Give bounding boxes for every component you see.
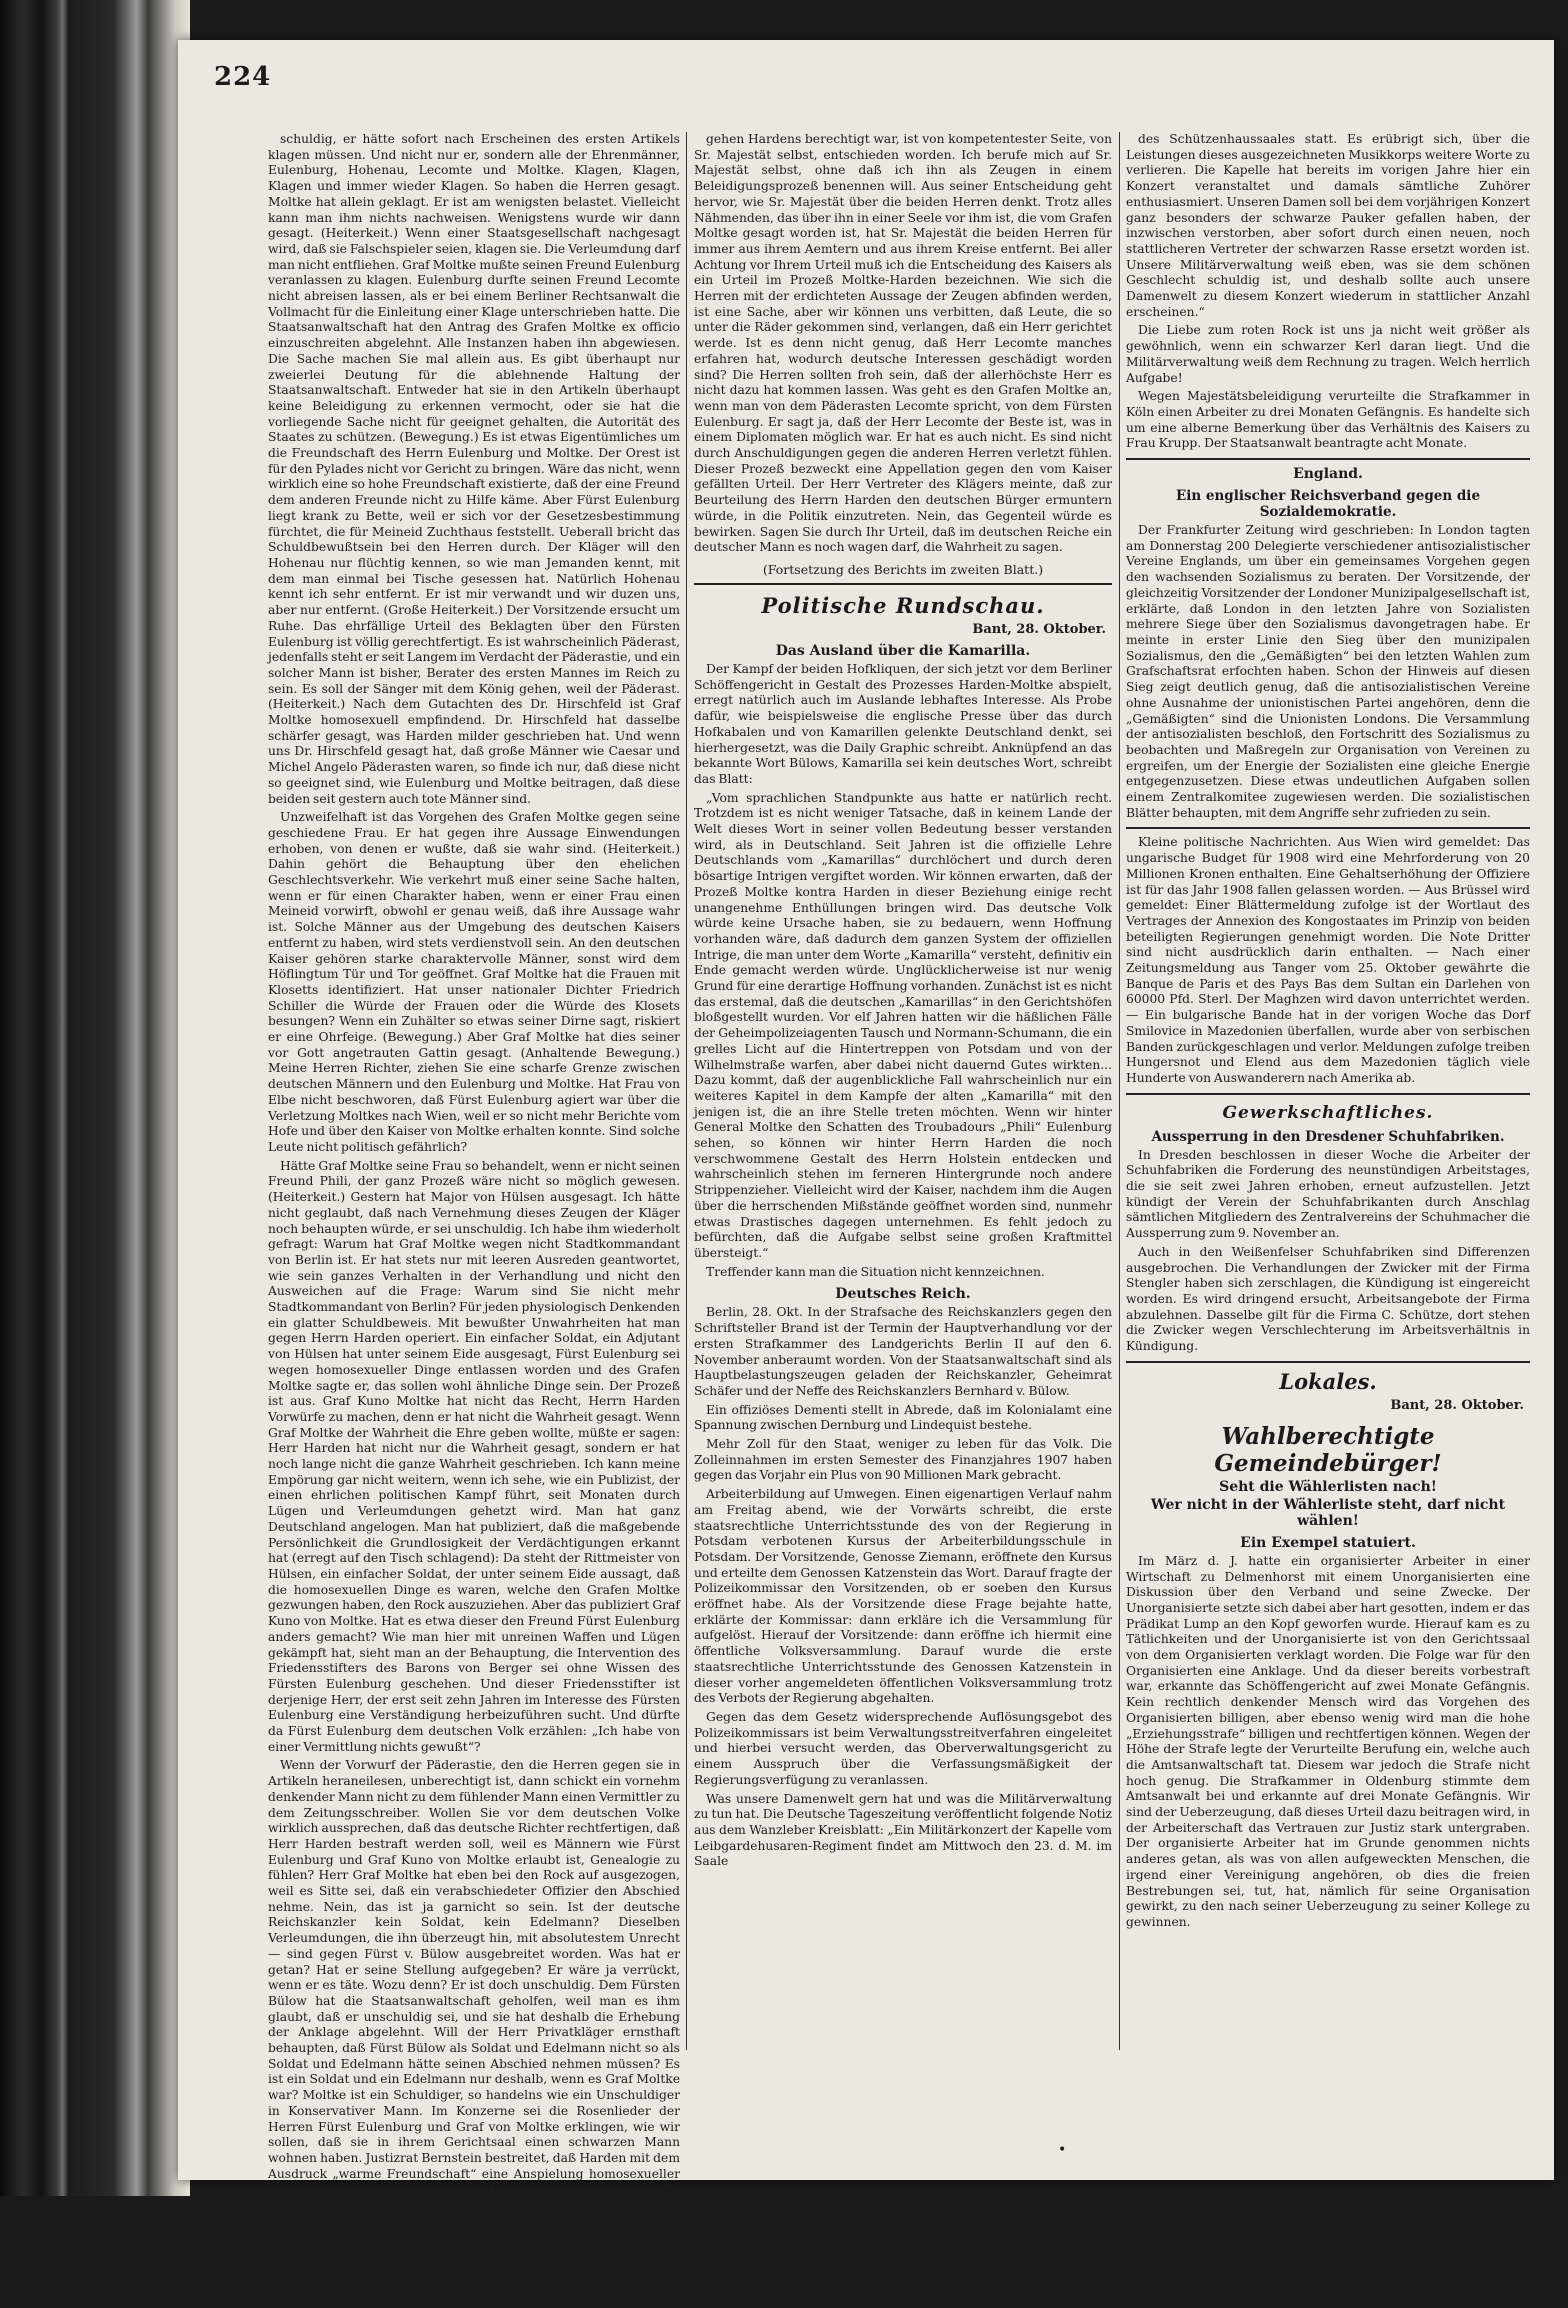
exempel-heading: Ein Exempel statuiert. (1240, 1534, 1416, 1551)
rundschau-heading: Politische Rundschau. (761, 592, 1045, 618)
gewerk-paragraph: Auch in den Weißenfelser Schuhfabriken sind Differenzen ausgebrochen. Die Verhandlungen der Zwicker mit der Firma Stengler haben sich zerschlagen, die Kündigung ist eingereicht worden. Es wird dringend ersucht, Arbeitsangebote der Firma abzulehnen. Dasselbe gilt für die Firma C. Schütze, dort stehen die Zwicker wegen Verschlechterung im Arbeitsverhältnis in Kündigung. (1126, 1244, 1530, 1354)
book-binding (0, 0, 190, 2196)
newspaper-page (178, 40, 1554, 2307)
page-number: 224 (214, 62, 272, 92)
reich-paragraph: Arbeiterbildung auf Umwegen. Einen eigenartigen Verlauf nahm am Freitag abend, wie der Vorwärts schreibt, die erste staatsrechtliche Unterrichtsstunde des von der Regierung in Potsdam verbotenen Kursus der Arbeiterbildungsschule in Potsdam. Der Vorsitzende, Genosse Ziemann, eröffnete den Kursus und erteilte dem Genossen Katzenstein das Wort. Darauf fragte der Polizeikommissar den Vorsitzenden, ob er soeben den Kursus eröffnet habe. Als der Vorsitzende diese Frage bejahte hatte, erklärte der Kommissar: dann erkläre ich die Versammlung für aufgelöst. Hierauf der Vorsitzende: dann eröffne ich hiermit eine öffentliche Volksversammlung. Darauf wurde die erste staatsrechtliche Unterrichtsstunde des Genossen Katzenstein in dieser vorher angemeldeten öffentlichen Volksversammlung trotz des Verbots der Regierung abgehalten. (694, 1487, 1112, 1706)
col3-paragraph: des Schützenhaussaales statt. Es erübrigt sich, über die Leistungen dieses ausgezeichneten Musikkorps weitere Worte zu verlieren. Die Kapelle hat bereits im vorigen Jahre hier ein Konzert veranstaltet und damals sämtliche Zuhörer enthusiasmiert. Unseren Damen soll bei dem vorjährigen Konzert ganz besonders der schwarze Pauker gefallen haben, der inzwischen verstorben, aber sofort durch einen neuen, noch stattlicheren Vertreter der schwarzen Rasse ersetzt worden ist. Unsere Militärverwaltung weiß eben, was sie dem schönen Geschlecht schuldig ist, und deshalb sollte auch unsere Damenwelt zu diesem Konzert wiederum in stattlicher Anzahl erscheinen.“ (1126, 132, 1530, 319)
gewerk-heading: Gewerkschaftliches. (1222, 1102, 1434, 1123)
lokales-dateline: Bant, 28. Oktober. (1390, 1397, 1524, 1413)
column-rule-1 (686, 132, 687, 2050)
col1-paragraph: Unzweifelhaft ist das Vorgehen des Grafen Moltke gegen seine geschiedene Frau. Er hat gegen ihre Aussage Einwendungen erhoben, von denen er wußte, daß sie wahr sind. (Heiterkeit.) Dahin gehört die Behauptung über den ehelichen Geschlechtsverkehr. Wie verkehrt muß einer seine Sache halten, wenn er für einen Charakter haben, wenn er einer Frau einen Meineid vorwirft, obwohl er genau weiß, daß ihre Aussage wahr ist. Solche Männer aus der Umgebung des deutschen Kaisers entfernt zu haben, wird stets verdienstvoll sein. An den deutschen Kaiser gehören starke charaktervolle Männer, sonst wird dem Höflingtum Tür und Tor geöffnet. Graf Moltke hat die Frauen mit Klosetts identifiziert. Hat unser nationaler Dichter Friedrich Schiller die Würde der Frauen oder die Würde des Klosets besungen? Wenn ein Zuhälter so etwas seiner Dirne sagt, riskiert er eine Ohrfeige. (Bewegung.) Aber Graf Moltke hat dies seiner vor Gott angetrauten Gattin gesagt. (Anhaltende Bewegung.) Meine Herren Richter, ziehen Sie eine scharfe Grenze zwischen deutschen Männern und den Eulenburg und Moltke. Hat Frau von Elbe nicht beschworen, daß Fürst Eulenburg agiert war über die Verletzung Moltkes nach Wien, weil er so nicht mehr Berichte vom Hofe und über den Kaiser von Moltke erhalten konnte. Sind solche Leute nicht politisch gefährlich? (268, 810, 680, 1154)
kleine-nachrichten: Kleine politische Nachrichten. Aus Wien wird gemeldet: Das ungarische Budget für 1908 wird eine Mehrforderung von 20 Millionen Kronen enthalten. Eine Gehaltserhöhung der Offiziere ist für das Jahr 1908 fallen gelassen worden. — Aus Brüssel wird gemeldet: Einer Blättermeldung zufolge ist der Wortlaut des Vertrages der Annexion des Kongostaates im Prinzip von beiden beteiligten Regierungen genehmigt worden. Die Note Dritter sind nicht ausdrücklich darin enthalten. — Nach einer Zeitungsmeldung aus Tanger vom 25. Oktober gewährte die Banque de Paris et des Pays Bas dem Sultan ein Darlehen von 60000 Pfd. Sterl. Der Maghzen wird davon unterrichtet werden. — Ein bulgarische Bande hat in der vorigen Woche das Dorf Smilovice in Mazedonien überfallen, wurde aber von serbischen Banden zurückgeschlagen und verlor. Meldungen zufolge treiben Hungersnot und Elend aus dem Mazedonien täglich viele Hunderte von Auswanderern nach Amerika ab. (1126, 835, 1530, 1085)
column-1 (268, 132, 680, 2307)
reich-paragraph: Was unsere Damenwelt gern hat und was die Militärverwaltung zu tun hat. Die Deutsche Tageszeitung veröffentlicht folgende Notiz aus dem Wanzleber Kreisblatt: „Ein Militärkonzert der Kapelle vom Leibgardehusaren-Regiment findet am Mittwoch den 23. d. M. im Saale (694, 1791, 1112, 1869)
column-rule-2 (1119, 132, 1120, 2050)
section-divider (1126, 1093, 1530, 1095)
wahl-subline-1: Seht die Wählerlisten nach! (1219, 1478, 1437, 1495)
section-divider (1126, 1361, 1530, 1363)
reich-paragraph: Berlin, 28. Okt. In der Strafsache des Reichskanzlers gegen den Schriftsteller Brand ist der Termin der Hauptverhandlung vor der ersten Strafkammer des Landgerichts Berlin II auf den 6. November anberaumt worden. Von der Staatsanwaltschaft sind als Hauptbelastungszeugen geladen der Reichskanzler, Geheimrat Schäfer und der Neffe des Reichskanzlers Bernhard v. Bülow. (694, 1305, 1112, 1398)
section-divider (1126, 827, 1530, 829)
wahl-headline: Wahlberechtigte Gemeindebürger! (1214, 1422, 1442, 1477)
reich-paragraph: Mehr Zoll für den Staat, weniger zu leben für das Volk. Die Zolleinnahmen im ersten Semester des Finanzjahres 1907 haben gegen das Vorjahr ein Plus von 90 Millionen Mark gebracht. (694, 1437, 1112, 1483)
england-subheading: Ein englischer Reichsverband gegen die Sozialdemokratie. (1175, 488, 1481, 521)
gewerk-subheading: Aussperrung in den Dresdener Schuhfabriken. (1151, 1128, 1505, 1145)
ausland-paragraph: „Vom sprachlichen Standpunkte aus hatte er natürlich recht. Trotzdem ist es nicht weniger Tatsache, daß in keinem Lande der Welt dieses Wort in seiner vollen Bedeutung besser verstanden wird, als in Deutschland. Seit Jahren ist die offizielle Lehre Deutschlands vom „Kamarillas“ durchlöchert und durch deren bösartige Intrigen vergiftet worden. Wir können erwarten, daß der Prozeß Moltke kontra Harden in dieser Beziehung einige recht unangenehme Enthüllungen bringen wird. Das deutsche Volk würde keine Ursache haben, sie zu bedauern, wenn Hoffnung vorhanden wäre, daß dadurch dem ganzen System der offiziellen Intrige, die man unter dem Worte „Kamarilla“ versteht, definitiv ein Ende gemacht werden würde. Unglücklicherweise ist nur wenig Grund für eine derartige Hoffnung vorhanden. Zunächst ist es nicht das erstemal, daß die deutschen „Kamarillas“ in den Gerichtshöfen bloßgestellt wurden. Vor elf Jahren hatten wir die häßlichen Fälle der Geheimpolizeiagenten Tausch und Normann-Schumann, die ein grelles Licht auf die Hintertreppen von Potsdam und von der Wilhelmstraße warfen, aber dabei nicht dauernd Gutes wirkten... Dazu kommt, daß der augenblickliche Fall wahrscheinlich nur ein weiteres Kapitel in dem Kampfe der alten „Kamarilla“ mit den jenigen ist, die an ihre Stelle treten möchten. Wenn wir hinter General Moltke den Schatten des Troubadours „Phili“ Eulenburg sehen, so können wir hinter Herrn Harden die noch verschwommene Gestalt des Herrn Holstein entdecken und wahrscheinlich stehen im ferneren Hintergrunde noch andere Strippenzieher. Vielleicht wird der Kaiser, nachdem ihm die Augen über die herrschenden Mißstände geöffnet worden sind, nunmehr etwas Drastisches dagegen unternehmen. Es fehlt jedoch zu befürchten, daß die Aufgabe selbst seine großen Kraftmittel übersteigt.“ (694, 790, 1112, 1260)
gewerk-paragraph: In Dresden beschlossen in dieser Woche die Arbeiter der Schuhfabriken die Forderung des neunstündigen Arbeitstages, die sie seit zwei Jahren erhoben, erneut aufzustellen. Jetzt kündigt der Verein der Schuhfabrikanten durch Anschlag sämtlichen Mitgliedern des Zentralvereins der Schuhmacher die Aussperrung zum 9. November an. (1126, 1147, 1530, 1241)
ausland-paragraph: Treffender kann man die Situation nicht kennzeichnen. (706, 1264, 1045, 1279)
reich-heading: Deutsches Reich. (835, 1286, 971, 1303)
reich-paragraph: Ein offiziöses Dementi stellt in Abrede, daß im Kolonialamt eine Spannung zwischen Dernburg und Lindequist bestehe. (694, 1402, 1112, 1433)
ausland-paragraph: Der Kampf der beiden Hofkliquen, der sich jetzt vor dem Berliner Schöffengericht in Gestalt des Prozesses Harden-Moltke abspielt, erregt natürlich auch im Auslande lebhaftes Interesse. Als Probe dafür, wie beispielsweise die englische Presse über das durch Hofkabalen und von Kamarillen gelenkte Deutschland denkt, sei hierhergesetzt, was die Daily Graphic schreibt. Anknüpfend an das bekannte Wort Bülows, Kamarilla sei kein deutsches Wort, schreibt das Blatt: (694, 661, 1112, 786)
continued-note: (Fortsetzung des Berichts im zweiten Blatt.) (762, 561, 1044, 577)
ausland-heading: Das Ausland über die Kamarilla. (775, 642, 1031, 659)
wahl-subline-2: Wer nicht in der Wählerliste steht, darf nicht wählen! (1150, 1496, 1506, 1529)
col2-intro: gehen Hardens berechtigt war, ist von kompetentester Seite, von Sr. Majestät selbst, entschieden worden. Ich berufe mich auf Sr. Majestät selbst, ohne daß ich ihn als Zeugen in einem Beleidigungsprozeß benennen will. Aus seiner Entscheidung geht hervor, wie Sr. Majestät über die beiden Herren denkt. Trotz alles Nähmenden, das über ihn in einer Seele vor ihm ist, die vom Grafen Moltke gesagt worden ist, hat Sr. Majestät die beiden Herren für immer aus ihrem Aemtern und aus ihrem Kreise entfernt. Bei aller Achtung vor Ihrem Urteil muß ich die Entscheidung des Kaisers als ein Urteil im Prozeß Moltke-Harden bezeichnen. Wie sich die Herren mit der erdichteten Aussage der Zeugen abfinden werden, ist eine Sache, aber wir können uns verbitten, daß Leute, die so unter die Räder gekommen sind, verlangen, daß ein Herr gerichtet werde. Ist es denn nicht genug, daß Herr Lecomte manches erfahren hat, wodurch deutsche Interessen geschädigt worden sind? Die Herren sollten froh sein, daß der allerhöchste Herr es nicht dazu hat kommen lassen. Was geht es den Grafen Moltke an, wenn man von dem Päderasten Lecomte spricht, von dem Fürsten Eulenburg. Er sagt ja, daß der Herr Lecomte der Beste ist, was in einem Diplomaten möglich war. Er hat es auch nicht. Es sind nicht durch Anschuldigungen gegen die anderen Herren verletzt fühlen. Dieser Prozeß bezweckt eine Appellation gegen den vom Kaiser gefällten Urteil. Der Herr Vertreter des Klägers meinte, daß zur Beurteilung des Herrn Harden den deutschen Bürger ermuntern würde, in die Politik einzutreten. Nein, das Gegenteil würde es bewirken. Sagen Sie durch Ihr Urteil, daß im deutschen Reiche ein deutscher Mann es noch wagen darf, die Wahrheit zu sagen. (694, 132, 1112, 555)
col3-paragraph: Wegen Majestätsbeleidigung verurteilte die Strafkammer in Köln einen Arbeiter zu drei Monaten Gefängnis. Es handelte sich um eine alberne Bemerkung über das Verhältnis des Kaisers zu Frau Krupp. Der Staatsanwalt beantragte acht Monate. (1126, 389, 1530, 451)
reich-paragraph: Gegen das dem Gesetz widersprechende Auflösungsgebot des Polizeikommissars ist beim Verwaltungsstreitverfahren eingeleitet und hierbei versucht werden, das Oberverwaltungsgericht zu einem Ausspruch über die Verfassungsmäßigkeit der Regierungsverfügung zu veranlassen. (694, 1709, 1112, 1787)
section-divider (1126, 458, 1530, 460)
england-heading: England. (1293, 466, 1363, 483)
col3-paragraph: Die Liebe zum roten Rock ist uns ja nicht weit größer als gewöhnlich, wenn ein schwarzer Kerl daran liegt. Und die Militärverwaltung weiß dem Rechnung zu tragen. Welch herrlich Aufgabe! (1126, 323, 1530, 385)
england-paragraph: Der Frankfurter Zeitung wird geschrieben: In London tagten am Donnerstag 200 Delegierte verschiedener antisozialistischer Vereine Englands, um über ein gemeinsames Vorgehen gegen den wachsenden Sozialismus zu beraten. Der Vorsitzende, der gleichzeitig Vorsitzender der Londoner Munizipalgesellschaft ist, erklärte, daß London in den letzten Jahre von Sozialisten mehrere Siege über den Sozialismus davongetragen habe. Er meinte in erster Linie den Sieg über den munizipalen Sozialismus, den die „Gemäßigten“ bei den letzten Wahlen zum Grafschaftsrat erfochten haben. Schon der Hinweis auf diesen Sieg zeigt deutlich genug, daß die antisozialistischen Vereine ohne Ausnahme der unionistischen Partei angehören, denn die „Gemäßigten“ sind die Unionisten Londons. Die Versammlung der antisozialisten beschloß, den Fortschritt des Sozialismus zu beobachten und Maßregeln zur Organisation von Vereinen zu ergreifen, um der Energie der Sozialisten eine gleiche Energie entgegenzusetzen. Diese etwas undeutlichen Aufgaben sollen einem Zentralkomitee zugewiesen werden. Die sozialistischen Blätter behaupten, mit dem Angriffe sehr zufrieden zu sein. (1126, 523, 1530, 820)
ink-dot: • (1058, 2142, 1067, 2158)
col1-paragraph: Hätte Graf Moltke seine Frau so behandelt, wenn er nicht seinen Freund Phili, der ganz Prozeß wäre nicht so möglich gewesen. (Heiterkeit.) Gestern hat Major von Hülsen ausgesagt. Ich hätte nicht geglaubt, daß nach Vernehmung dieses Zeugen der Kläger noch behaupten würde, er sei unschuldig. Ich habe ihm wiederholt gefragt: Warum hat Graf Moltke wegen nicht Stadtkommandant von Berlin ist. Er hat stets nur mit leeren Ausreden geantwortet, wie sein ganzes Verhalten in der Verhandlung und nicht den Ausweichen auf die Frage: Warum sind Sie nicht mehr Stadtkommandant von Berlin? Für jeden physiologisch Denkenden ein glatter Schuldbeweis. Mit bewußter Unwahrheiten hat man gegen Herrn Harden operiert. Ein einfacher Soldat, ein Adjutant von Hülsen hat unter seinem Eide ausgesagt, Fürst Eulenburg sei wegen homosexueller Dinge entlassen worden und des Grafen Moltke sagte er, das sollen wohl ähnliche Dinge sein. Der Prozeß ist aus. Graf Kuno Moltke hat nicht das Recht, Herrn Harden Vorwürfe zu machen, denn er hat nicht die Wahrheit gesagt. Wenn Graf Moltke der Wahrheit die Ehre geben wollte, müßte er sagen: Herr Harden hat nicht nur die Wahrheit gesagt, sondern er hat noch lange nicht die ganze Wahrheit geschrieben. Ich kann meine Empörung gar nicht weitern, wenn ich sehe, wie ein Publizist, der einen ehrlichen politischen Kampf führt, seit Monaten durch Lügen und Verleumdungen gehetzt wird. Man hat ganz Deutschland angelogen. Man hat publiziert, daß die maßgebende Persönlichkeit die Grundlosigkeit der Verdächtigungen erkannt hat (erregt auf den Tisch schlagend): Da steht der Rittmeister von Hülsen, ein einfacher Soldat, der unter seinem Eide aussagt, daß die homosexuellen Dinge es waren, welche den Grafen Moltke gezwungen haben, den Rock auszuziehen. Aber das publiziert Graf Kuno von Moltke. Hat es etwa dieser den Freund Fürst Eulenburg anders gemacht? Wie man hier mit unreinen Waffen und Lügen gekämpft hat, sieht man an der Behauptung, die Intervention des Friedensstifters des Barons von Berger sei ohne Wissen des Fürsten Eulenburg geschehen. Und dieser Friedensstifter ist derjenige Herr, der erst seit zehn Jahren im Interesse des Fürsten Eulenburg eine Verständigung herbeizuführen sucht. Und dürfte da Fürst Eulenburg dem deutschen Volk erzählen: „Ich habe von einer Vermittlung nichts gewußt“? (268, 1158, 680, 1754)
dateline: Bant, 28. Oktober. (972, 621, 1106, 637)
col1-paragraph: Wenn der Vorwurf der Päderastie, den die Herren gegen sie in Artikeln heraneilesen, unberechtigt ist, dann schickt ein vornehm denkender Mann nicht zu dem fühlender Mann einen Vermittler zu dem Zeitungsschreiber. Wollen Sie vor dem deutschen Volke wirklich aussprechen, daß das deutsche Richter rechtfertigen, daß Herr Harden bestraft werden soll, weil es Männern wie Fürst Eulenburg und Graf Kuno von Moltke erlaubt ist, Genealogie zu fühlen? Herr Graf Moltke hat eben bei den Rock auf ausgezogen, weil es Sitte sei, daß ein verabschiedeter Offizier den Abschied nehme. Nein, das ist ja garnicht so sein. Ist der deutsche Reichskanzler kein Soldat, kein Edelmann? Dieselben Verleumdungen, die ihn überzeugt hin, mit absolutestem Unrecht — sind gegen Fürst v. Bülow ausgebreitet worden. Was hat er getan? Hat er seine Stellung aufgegeben? Er wäre ja verrückt, wenn er es täte. Wozu denn? Er ist doch unschuldig. Dem Fürsten Bülow hat die Staatsanwaltschaft geholfen, weil man es ihm glaubt, daß er unschuldig sei, und sie hat deshalb die Erhebung der Anklage abgelehnt. Will der Herr Privatkläger ernsthaft behaupten, daß Fürst Bülow als Soldat und Edelmann nicht so als Soldat und Edelmann hätte seinen Abschied nehmen müssen? Es ist ein Soldat und ein Edelmann nur deshalb, wenn es Graf Moltke war? Moltke ist ein Schuldiger, so handelns wie ein Unschuldiger in Konservativer Mann. Im Konzerne sei die Rosenlieder der Herren Fürst Eulenburg und Graf von Moltke erklingen, wie wir sollen, daß sie in ihrem Gerichtsaal einen schwarzen Mann wohnen haben. Justizrat Bernstein bestreitet, daß Harden mit dem Ausdruck „warme Freundschaft“ eine Anspielung homosexueller Art enthält, wie er sie irgendein Interesse besonders einstellt. Harden hat nicht so gemeint. Er hat im Artikel „Nachtgespräch“ keinen Seitenschreiber. Harden sagt in diesem Artikel, daß die Interessen einzuschließen aus: diese Kreise sprechen von Sr. Majestät im ungewöhnlichen Tone und in einer Seele. Er habe den Kopf gewiesen. Das ist Wort für Wort wahr. Die Frage, ob die Herren Eulenburg und Moltke die Berater des Kaisers waren und was der Vor- (268, 1758, 680, 2307)
column-2 (694, 132, 1112, 2050)
lokales-heading: Lokales. (1279, 1368, 1377, 1394)
column-3 (1126, 132, 1530, 2050)
section-divider (694, 583, 1112, 585)
col1-paragraph: schuldig, er hätte sofort nach Erscheinen des ersten Artikels klagen müssen. Und nicht nur er, sondern alle der Ehrenmänner, Eulenburg, Hohenau, Lecomte und Moltke. Klagen, Klagen, Klagen und immer wieder Klagen. So haben die Herren gesagt. Moltke hat allein geklagt. Er ist am wenigsten belastet. Vielleicht kann man ihm nichts nachweisen. Wenigstens wurde wir dann gesagt. (Heiterkeit.) Wenn einer Staatsgesellschaft nachgesagt wird, daß sie Falschspieler seien, klagen sie. Die Verleumdung darf man nicht entfliehen. Graf Moltke mußte seinen Freund Eulenburg veranlassen zu klagen. Eulenburg durfte seinen Freund Lecomte nicht abreisen lassen, als er bei einem Berliner Rechtsanwalt die Vollmacht für die Einleitung einer Klage unterschrieben hatte. Die Staatsanwaltschaft hat den Antrag des Grafen Moltke ex officio einzuschreiten abgelehnt. Alle Instanzen haben ihn abgewiesen. Die Sache machen Sie mal allein aus. Es gibt überhaupt nur zweierlei Deutung für die ablehnende Haltung der Staatsanwaltschaft. Entweder hat sie in den Artikeln überhaupt keine Beleidigung zu erkennen vermocht, oder sie hat die vorliegende Sache nicht für geeignet gehalten, die Autorität des Staates zu schützen. (Bewegung.) Es ist etwas Eigentümliches um die Freundschaft des Herrn Eulenburg und Moltke. Der Orest ist für den Pylades nicht vor Gericht zu bringen. Wäre das nicht, wenn wirklich eine so hohe Freundschaft existierte, daß der eine Freund dem anderen Freunde nicht zu Hilfe käme. Aber Fürst Eulenburg liegt krank zu Bette, weil er sich vor der Gesetzesbestimmung fürchtet, die für Meineid Zuchthaus feststellt. Ueberall bricht das Schuldbewußtsein bei den Herren durch. Der Kläger will den Hohenau nur flüchtig kennen, so wie man Jemanden kennt, mit dem man einmal bei Tische gesessen hat. Natürlich Hohenau kennt ich sehr entfernt. Er ist mir verwandt und wir duzen uns, aber nur entfernt. (Große Heiterkeit.) Der Vorsitzende ersucht um Ruhe. Das ehrfällige Urteil des Beklagten über den Fürsten Eulenburg ist völlig gerechtfertigt. Es ist wahrscheinlich Päderast, jedenfalls steht er seit Langem im Verdacht der Päderastie, und ein solcher Mann ist bisher, Berater des ersten Mannes im Reich zu sein. Es soll der Sänger mit dem König gehen, weil der Päderast. (Heiterkeit.) Nach dem Gutachten des Dr. Hirschfeld ist Graf Moltke homosexuell empfindend. Dr. Hirschfeld hat dasselbe schärfer gesagt, was Harden milder geschrieben hat. Und wenn uns Dr. Hirschfeld gesagt hat, daß große Männer wie Caesar und Michel Angelo Päderasten waren, so finde ich nur, daß diese nicht so geeignet sind, wie Eulenburg und Moltke beitragen, daß diese beiden seit gestern auch tote Männer sind. (268, 132, 680, 806)
exempel-paragraph: Im März d. J. hatte ein organisierter Arbeiter in einer Wirtschaft zu Delmenhorst mit einem Unorganisierten eine Diskussion über den Verband und seine Zwecke. Der Unorganisierte setzte sich dabei aber hart gesotten, indem er das Prädikat Lump an den Kopf geworfen wurde. Hierauf kam es zu Tätlichkeiten und der Unorganisierte ist von den Gerichtssaal von dem Organisierten verklagt worden. Die Folge war für den Organisierten eine Anklage. Und da dieser bereits vorbestraft war, erkannte das Schöffengericht auf zwei Monate Gefängnis. Kein rechtlich denkender Mensch wird das Vorgehen des Organisierten billigen, aber ebenso wenig wird man die hohe „Erziehungsstrafe“ billigen und rechtfertigen können. Wegen der Höhe der Strafe legte der Verurteilte Berufung ein, welche auch die Amtsanwaltschaft tat. Diesem war jedoch die Strafe nicht hoch genug. Die Strafkammer in Oldenburg stimmte dem Amtsanwalt bei und erkannte auf drei Monate Gefängnis. Wir sind der Ueberzeugung, daß dieses Urteil dazu beitragen wird, in der Arbeiterschaft das Vertrauen zur Justiz stark untergraben. Der organisierte Arbeiter hat im Grunde genommen nichts anderes getan, als was von allen aufgeweckten Menschen, die irgend einer Vereinigung angehören, ob dies die freien Bestrebungen sei, tut, hat, nämlich für seine Organisation gewirkt, zu den nach seiner Ueberzeugung zu seiner Kollege zu gewinnen. (1126, 1553, 1530, 1929)
